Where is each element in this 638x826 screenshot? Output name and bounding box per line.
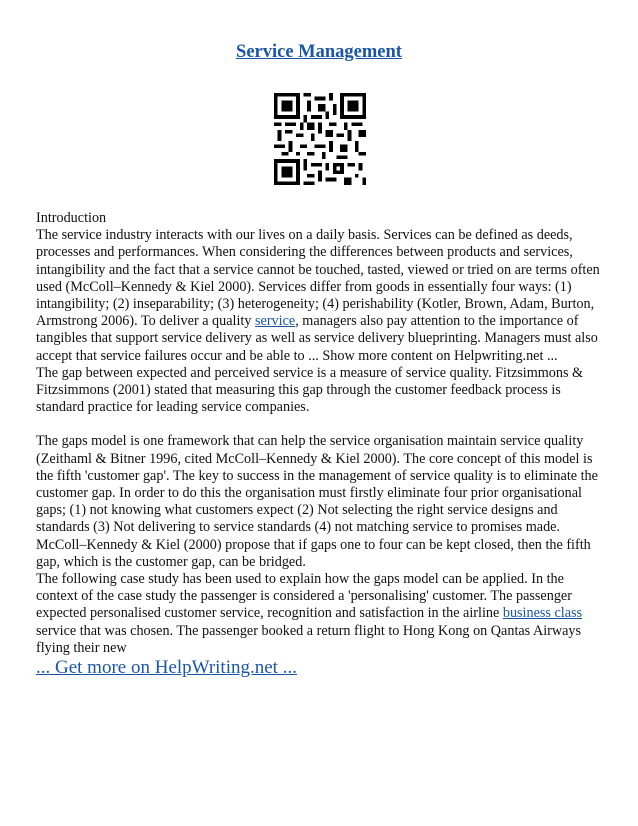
paragraph-4 — [36, 571, 608, 657]
article-body — [36, 210, 608, 657]
paragraph-1-text: The service industry interacts with our lives on a daily basis. Services can be defined as deeds, processes and performances. When considering the differences between products and services, intangibility and the fact that a service cannot be touched, tasted, viewed or tried on are terms often used (McColl–Kennedy & Kiel 2000). Services differ from goods in essentially four ways: (1) intangibility; (2) inseparability; (3) heterogeneity; (4) perishability (Kotler, Brown, Adam, Burton, Armstrong 2006). To deliver a quality — [36, 227, 600, 330]
paragraph-1-text-end: , managers also pay attention to the importance of tangibles that support service delivery as well as service delivery blueprinting. Managers must also accept that service failures occur and be able to ... Show more content on Helpwriting.net ... — [36, 313, 598, 364]
paragraph-3: The gaps model is one framework that can help the service organisation maintain service quality (Zeithaml & Bitner 1996, cited McColl–Kennedy & Kiel 2000). The core concept of this model is the fifth 'customer gap'. The key to success in the management of service quality is to eliminate the customer gap. In order to do this the organisation must firstly eliminate four prior organisational gaps; (1) not knowing what customers expect (2) Not selecting the right service designs and standards (3) Not delivering to service standards (4) not matching service to promises made. McColl–Kennedy & Kiel (2000) propose that if gaps one to four can be kept closed, then the fifth gap, which is the customer gap, can be bridged. — [36, 433, 598, 570]
business-class-link[interactable]: business class — [502, 605, 583, 622]
intro-heading: Introduction — [36, 210, 107, 226]
paragraph-4-text-end: service that was chosen. The passenger booked a return flight to Hong Kong on Qantas Airways flying their new — [36, 622, 582, 656]
paragraph-1 — [36, 227, 608, 365]
paragraph-4-text: The following case study has been used to explain how the gaps model can be applied. In the context of the case study the passenger is considered a 'personalising' customer. The passenger expected personalised customer service, recognition and satisfaction in the airline — [36, 571, 572, 622]
paragraph-2: The gap between expected and perceived service is a measure of service quality. Fitzsimmons & Fitzsimmons (2001) stated that measuring this gap through the customer feedback process is standard practice for leading service companies. — [36, 364, 584, 416]
document-title[interactable]: Service Management — [236, 42, 402, 62]
paragraph-spacer — [36, 416, 608, 433]
get-more-link[interactable]: ... Get more on HelpWriting.net ... — [36, 657, 297, 678]
service-link[interactable]: service — [255, 313, 296, 330]
qr-code-icon — [274, 93, 366, 185]
